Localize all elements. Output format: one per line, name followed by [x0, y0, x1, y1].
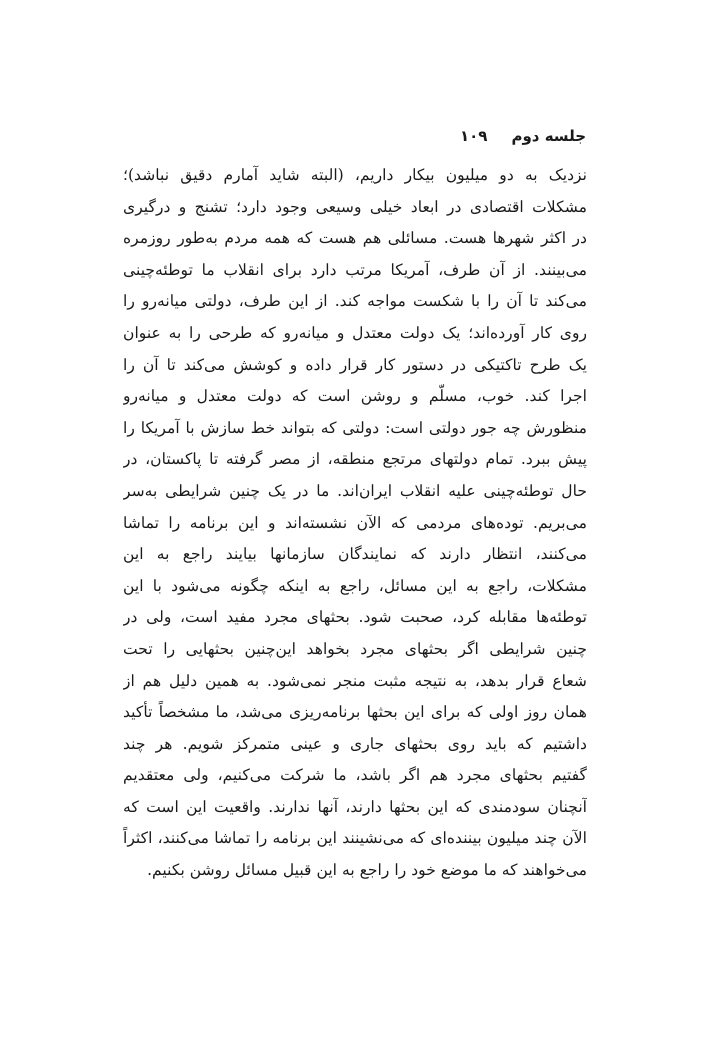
text-line: می‌بینند. از آن طرف، آمریکا مرتب دارد برای انقلاب ما توطئه‌چینی [123, 260, 587, 279]
page-number: ۱۰۹ [460, 127, 488, 145]
text-line: نزدیک به دو میلیون بیکار داریم، (البته شاید آمارم دقیق نباشد)؛ [123, 166, 587, 184]
text-line: الآن چند میلیون بیننده‌ای که می‌نشینند این برنامه را تماشا می‌کنند، اکثراً [123, 829, 587, 848]
text-line: توطئه‌ها مقابله کرد، صحبت شود. بحثهای مجرد مفید است، ولی در [123, 608, 587, 627]
text-line: شعاع قرار بدهد، به نتیجه مثبت منجر نمی‌شود. به همین دلیل هم از [123, 671, 587, 690]
text-line: می‌بریم. توده‌های مردمی که الآن نشسته‌اند و این برنامه را تماشا [123, 513, 587, 532]
text-line: می‌کنند، انتظار دارند که نمایندگان سازمانها بیایند راجع به این [123, 545, 587, 564]
text-line: یک طرح تاکتیکی در دستور کار قرار داده و کوشش می‌کند تا آن را [123, 355, 587, 374]
text-line: گفتیم بحثهای مجرد هم اگر باشد، ما شرکت می‌کنیم، ولی معتقدیم [123, 766, 587, 785]
running-header [386, 126, 586, 146]
text-line: آنچنان سودمندی که این بحثها دارند، آنها ندارند. واقعیت این است که [123, 797, 587, 816]
text-line: در اکثر شهرها هست. مسائلی هم هست که همه مردم به‌طور روزمره [123, 229, 587, 248]
body-paragraph [123, 160, 587, 887]
text-line: پیش ببرد. تمام دولتهای مرتجع منطقه، از مصر گرفته تا پاکستان، در [123, 450, 587, 469]
text-line: روی کار آورده‌اند؛ یک دولت معتدل و میانه‌رو که طرحی را به عنوان [123, 323, 587, 342]
text-line: حال توطئه‌چینی علیه انقلاب ایران‌اند. ما در یک چنین شرایطی به‌سر [123, 481, 587, 500]
text-line: منظورش چه جور دولتی است: دولتی که بتواند خط سازش با آمریکا را [123, 418, 587, 437]
text-line: می‌کند تا آن را با شکست مواجه کند. از این طرف، دولتی میانه‌رو را [123, 292, 587, 311]
text-line: اجرا کند. خوب، مسلّم و روشن است که دولت معتدل و میانه‌رو [123, 387, 587, 406]
text-line: همان روز اولی که برای این بحثها برنامه‌ریزی می‌شد، ما مشخصاً تأکید [123, 703, 587, 722]
chapter-title: جلسه دوم [511, 127, 586, 145]
text-line: مشکلات اقتصادی در ابعاد خیلی وسیعی وجود دارد؛ تشنج و درگیری [123, 197, 587, 216]
text-line: می‌خواهند که ما موضع خود را راجع به این قبیل مسائل روشن بکنیم. [147, 861, 587, 880]
text-line: چنین شرایطی اگر بحثهای مجرد بخواهد این‌چنین بحثهایی را تحت [123, 639, 587, 658]
text-line: داشتیم که باید روی بحثهای جاری و عینی متمرکز شویم. هر چند [123, 734, 587, 753]
text-line: مشکلات، راجع به این مسائل، راجع به اینکه چگونه می‌شود با این [123, 576, 587, 595]
